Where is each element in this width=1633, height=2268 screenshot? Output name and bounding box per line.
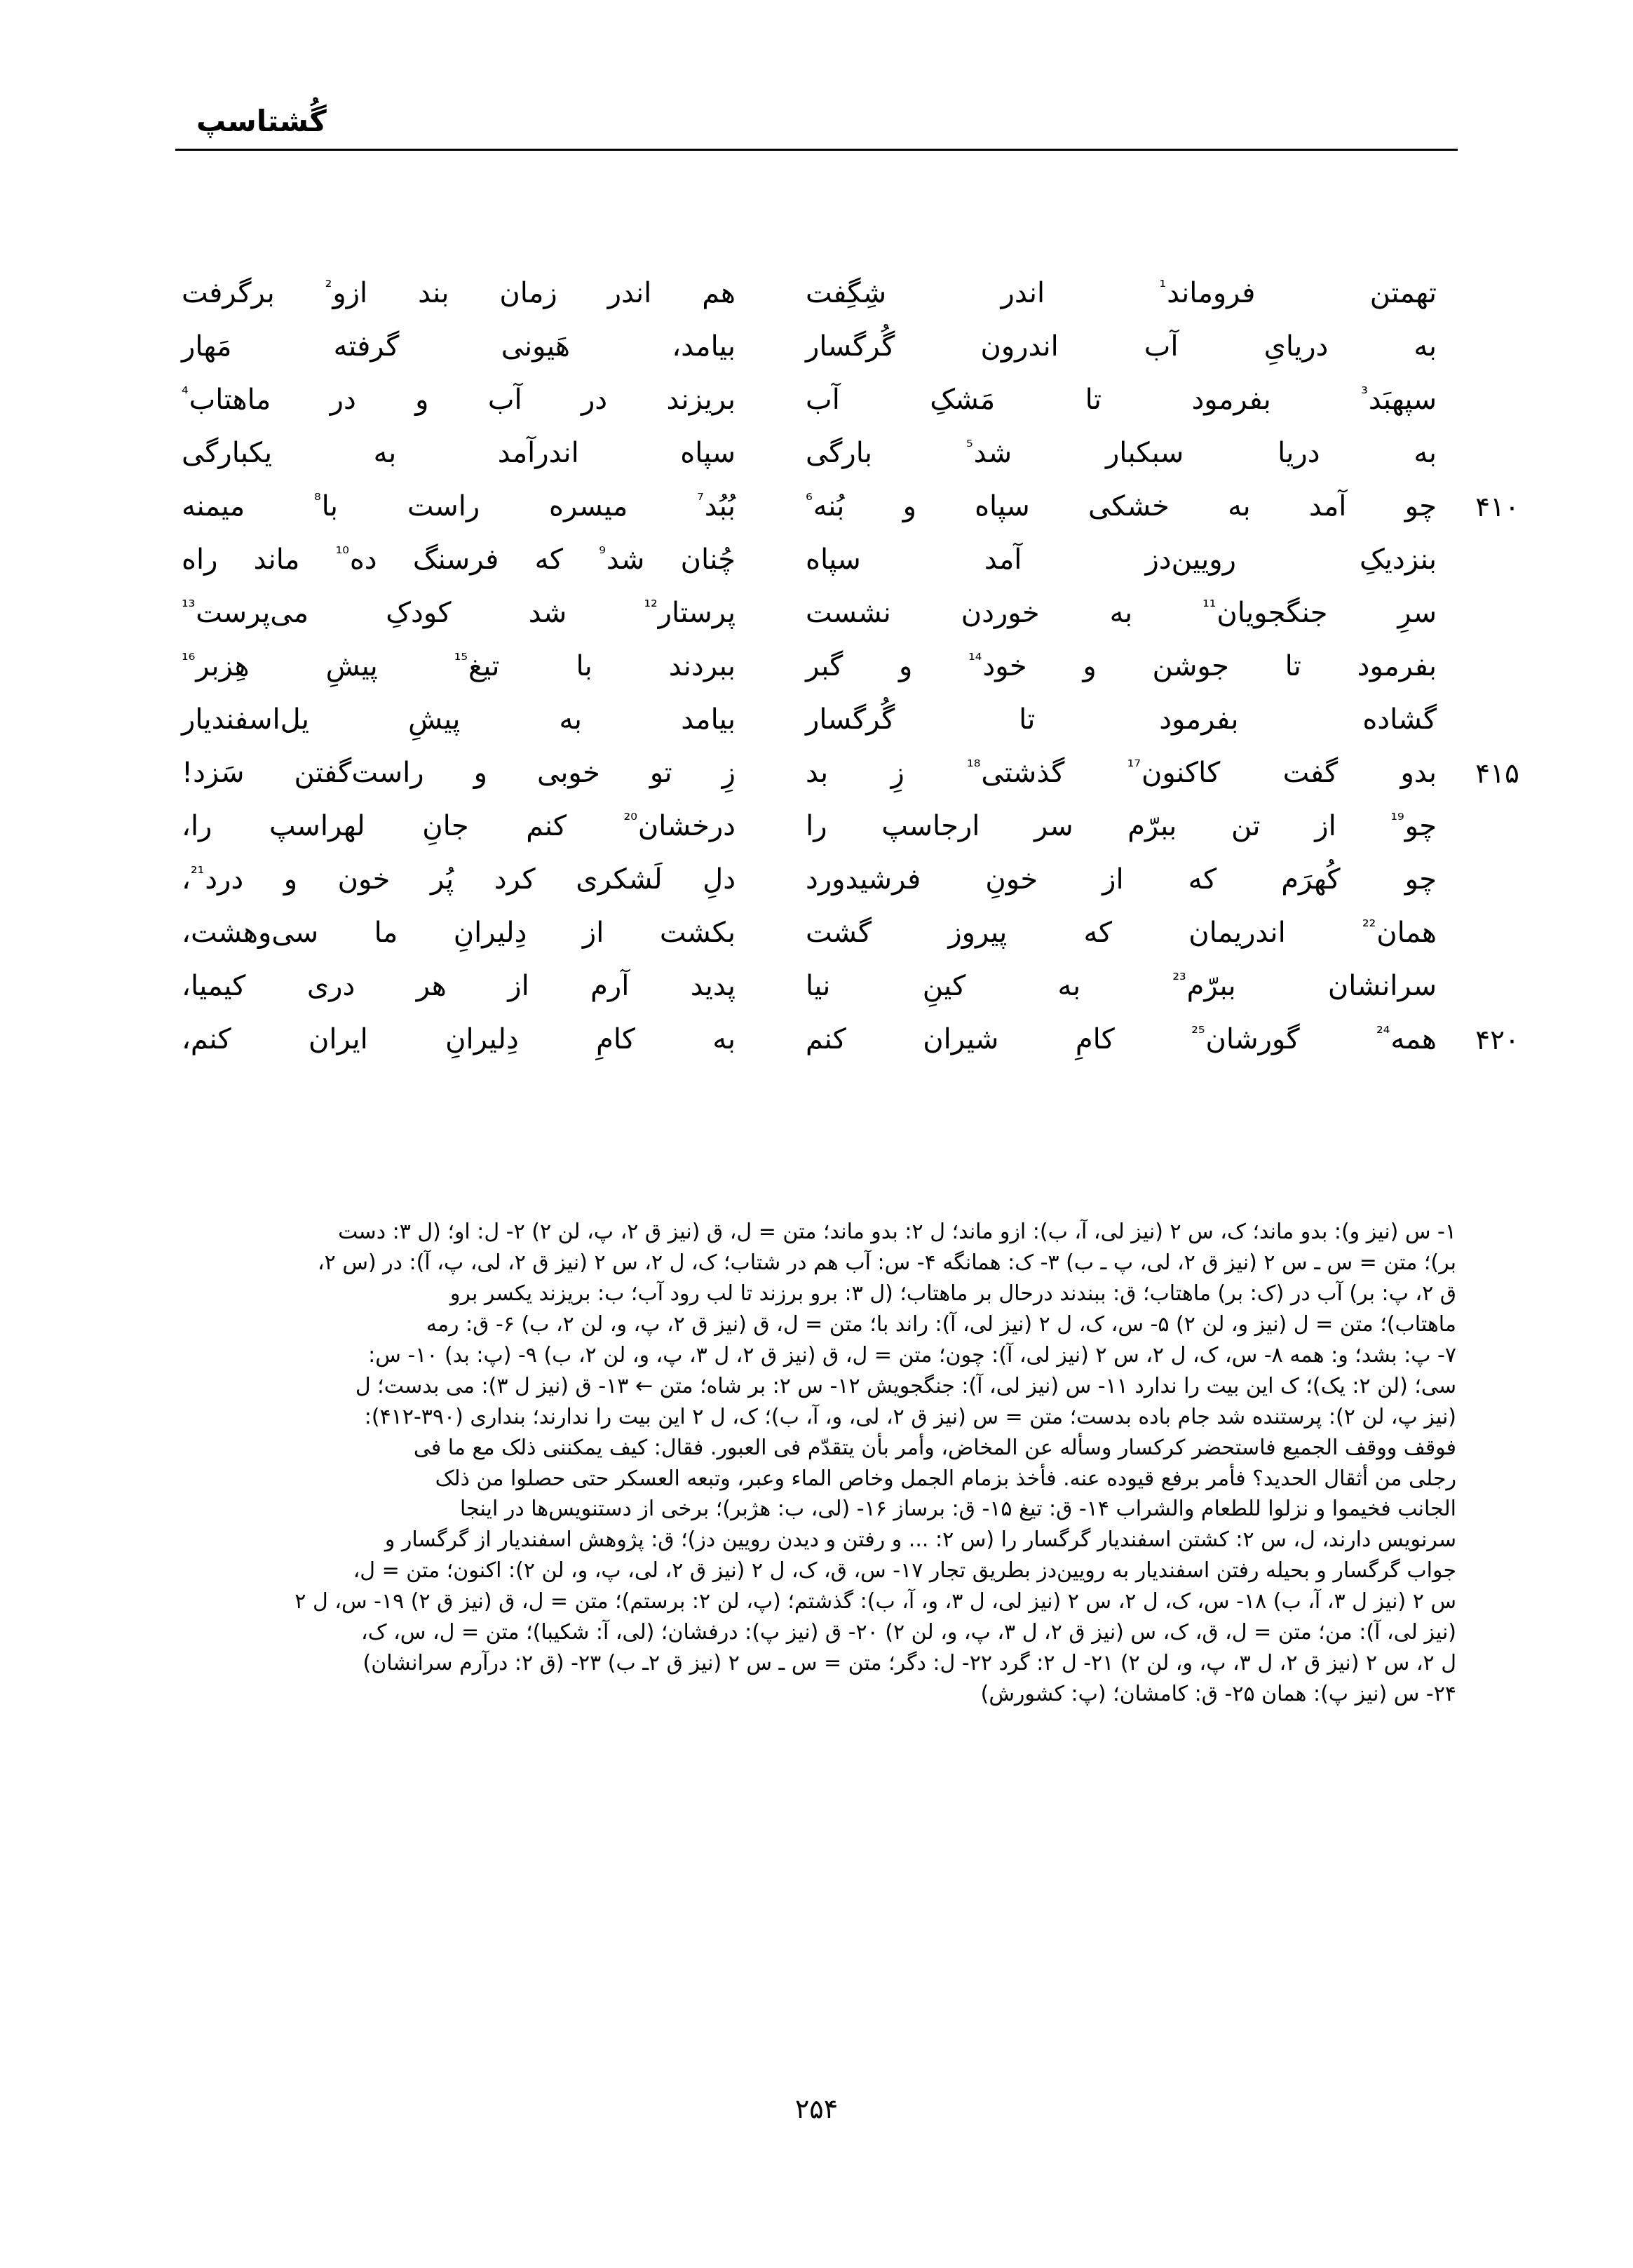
- verse-word: در: [581, 384, 608, 416]
- footnote-marker[interactable]: ¹: [1159, 276, 1167, 297]
- hemistich-left: [182, 810, 736, 843]
- verse-word: ماهتاب$^{^4}$: [182, 383, 271, 416]
- verse-word: می‌پرست$^{^{13}}$: [182, 596, 309, 629]
- verse-word: به: [373, 437, 397, 469]
- verse-word: جانِ: [422, 810, 469, 842]
- verse-word: گورشان$^{^{25}}$: [1191, 1022, 1300, 1055]
- couplet: [175, 277, 1458, 330]
- hemistich-left: [182, 330, 736, 363]
- verse-word: به: [1109, 597, 1133, 629]
- verse-word: لهراسپ: [269, 810, 365, 842]
- verse-number: ۴۱۰: [1475, 492, 1519, 523]
- verse-word: نشست: [806, 597, 891, 629]
- verse-word: پیشِ: [408, 703, 461, 736]
- footnote-marker[interactable]: ¹⁶: [182, 649, 196, 670]
- verse-word: کنم: [526, 810, 567, 842]
- verse-word: سی‌وهشت،: [182, 917, 319, 949]
- verse-word: و: [1083, 650, 1097, 682]
- verse-word: پیروز: [948, 917, 1008, 949]
- verse-word: دلِ: [703, 863, 736, 896]
- verse-word: خونِ: [985, 863, 1038, 896]
- verse-word: سر: [1034, 810, 1073, 842]
- verse-word: تیغ$^{^{15}}$: [454, 649, 500, 682]
- couplet: [175, 756, 1519, 810]
- verse-word: ما: [374, 917, 398, 949]
- verse-word: همه$^{^{24}}$: [1376, 1022, 1437, 1055]
- hemistich-right: [806, 437, 1437, 470]
- verse-word: دِلیرانِ: [445, 1023, 519, 1055]
- verse-word: کودکِ: [386, 597, 452, 629]
- verse-word: سپاه: [680, 437, 736, 469]
- verse-word: میسره: [549, 490, 628, 522]
- verse-word: بدو: [1400, 757, 1437, 789]
- verse-word: خود$^{^{14}}$: [968, 649, 1027, 682]
- verse-word: هَیونی: [501, 330, 570, 363]
- hemistich-left: [182, 970, 736, 1003]
- footnote-marker[interactable]: ⁵: [965, 436, 973, 457]
- hemistich-right: [806, 1022, 1519, 1056]
- verse-word: بفرمود: [1159, 703, 1239, 736]
- verse-word: چُنان: [680, 544, 736, 576]
- hemistich-right: [806, 330, 1437, 363]
- running-head-title: گُشتاسپ: [196, 104, 327, 138]
- verse-word: اندرآمد: [497, 437, 579, 469]
- footnote-marker[interactable]: ¹⁸: [967, 756, 981, 776]
- verse-word: پرستار$^{^{12}}$: [644, 596, 736, 629]
- hemistich-right: [806, 863, 1437, 896]
- verse-word: میمنه: [182, 490, 245, 522]
- verse-word: کُهرَم: [1281, 863, 1341, 896]
- header-rule: [175, 149, 1458, 151]
- verse-word: بکشت: [659, 917, 736, 949]
- verse-word: آب: [806, 384, 840, 416]
- verse-word: بفرمود: [1357, 650, 1437, 682]
- verse-word: از: [1102, 863, 1124, 896]
- hemistich-left: [182, 863, 736, 896]
- verse-word: ارجاسپ: [881, 810, 980, 842]
- couplet: [175, 810, 1458, 863]
- verse-word: مَشکِ: [930, 384, 996, 416]
- verse-word: درخشان$^{^{20}}$: [623, 809, 736, 842]
- verse-word: سپاه: [806, 544, 861, 576]
- verse-word: ده$^{^{10}}$: [335, 543, 377, 576]
- verse-word: هر: [416, 970, 447, 1002]
- verse-word: از: [508, 970, 529, 1002]
- footnote-marker[interactable]: ²³: [1172, 969, 1186, 990]
- footnote-marker[interactable]: ⁷: [697, 490, 704, 510]
- verse-word: گشاده: [1362, 703, 1437, 736]
- footnote-marker[interactable]: ¹⁴: [968, 649, 982, 670]
- footnote-marker[interactable]: ²²: [1362, 916, 1376, 936]
- verse-word: که: [1188, 863, 1217, 896]
- verse-word: فرشیدورد: [806, 863, 921, 896]
- verse-word: تن: [1231, 810, 1261, 842]
- verse-word: از: [1315, 810, 1336, 842]
- critical-apparatus: [177, 1217, 1456, 1710]
- verse-word: درد$^{^{21}}$،: [182, 863, 244, 896]
- verse-word: رویین‌دز: [1145, 544, 1236, 576]
- apparatus-line: الجانب فخیموا و نزلوا للطعام والشراب ۱۴- ق: تیغ ۱۵- ق: برساز ۱۶- (لی، ب: هژبر)؛ برخی از دستنویس‌ها در اینجا: [460, 1497, 1456, 1522]
- couplet: [175, 437, 1458, 490]
- verse-word: تا: [1285, 650, 1301, 682]
- verse-word: در: [330, 384, 356, 416]
- verse-word: بنزدیکِ: [1359, 544, 1437, 576]
- verse-word: گشت: [806, 917, 872, 949]
- verse-word: که: [534, 544, 564, 576]
- couplet: [175, 490, 1519, 544]
- footnote-marker[interactable]: ¹⁹: [1390, 809, 1404, 830]
- verse-word: شیران: [923, 1023, 999, 1055]
- couplet: [175, 917, 1458, 970]
- apparatus-line: (نیز پ، لن ۲): پرستنده شد جام باده بدست؛ متن = س (نیز ق ۲، لی، و، آ، ب)؛ ک، ل ۲ این بیت را ندارند؛ بنداری (۳۹۰-۴۱۲):: [364, 1404, 1456, 1429]
- verse-word: و: [899, 650, 913, 682]
- footnote-marker[interactable]: ⁶: [806, 490, 813, 510]
- verse-word: بیامد: [681, 703, 736, 736]
- footnote-marker[interactable]: ⁴: [182, 383, 189, 403]
- verse-word: و: [902, 490, 916, 522]
- verse-word: کامِ: [1075, 1023, 1115, 1055]
- apparatus-paragraph: [177, 1217, 1456, 1710]
- verse-word: و: [415, 384, 429, 416]
- verse-word: گفت: [1282, 757, 1339, 789]
- folio-number: ۲۵۴: [794, 2093, 839, 2124]
- verse-word: گُرگسار: [806, 330, 895, 363]
- footnote-marker[interactable]: ²¹: [190, 863, 205, 883]
- verse-word: کینِ: [922, 970, 966, 1002]
- verse-word: هم: [702, 277, 736, 309]
- hemistich-left: [182, 917, 736, 950]
- verse-word: چو: [1404, 863, 1437, 896]
- verse-word: یکبارگی: [182, 437, 273, 469]
- verse-word: زِ: [721, 757, 736, 789]
- verse-word: کیمیا،: [182, 970, 246, 1002]
- hemistich-left: [182, 384, 736, 417]
- verse-word: خون: [337, 863, 391, 896]
- footnote-marker[interactable]: ²: [325, 276, 332, 297]
- verse-word: به: [1414, 330, 1437, 363]
- verse-word: به: [1414, 437, 1437, 469]
- couplet: [175, 384, 1458, 437]
- verse-word: گبر: [806, 650, 843, 682]
- verse-word: آرم: [590, 970, 630, 1002]
- verse-word: جوشن: [1152, 650, 1229, 682]
- verse-block: [175, 276, 1519, 1076]
- verse-word: راست: [407, 490, 480, 522]
- hemistich-left: [182, 1023, 736, 1056]
- apparatus-line: ۷- پ: بشد؛ و: همه ۸- س، ک، ل ۲، س ۲ (نیز لی، آ): چون؛ متن = ل، ق (نیز ق ۲، ل ۳، پ، و، لن ۲، ب) ۹- (پ: بد) ۱۰- س:: [368, 1342, 1456, 1368]
- verse-word: بریزند: [666, 384, 736, 416]
- hemistich-left: [182, 597, 736, 630]
- verse-word: بفرمود: [1191, 384, 1271, 416]
- verse-word: کاکنون$^{^{17}}$: [1127, 756, 1221, 789]
- apparatus-line: ق ۲، پ: بر) آب در (ک: بر) ماهتاب؛ ق: ببندند درحال بر ماهتاب؛ (ل ۳: برو برزند تا لب رود آب؛ ب: بریزند یکسر برو: [449, 1281, 1456, 1306]
- verse-number: ۴۲۰: [1475, 1025, 1519, 1056]
- footnote-marker[interactable]: ¹⁷: [1127, 756, 1141, 776]
- verse-word: گذشتی$^{^{18}}$: [967, 756, 1065, 789]
- verse-word: تهمتن: [1369, 277, 1437, 309]
- hemistich-right: [806, 490, 1519, 523]
- hemistich-left: [182, 757, 736, 790]
- footnote-marker[interactable]: ¹⁵: [454, 649, 468, 670]
- footnote-marker[interactable]: ¹¹: [1202, 596, 1217, 616]
- verse-word: ببرّم$^{^{23}}$: [1172, 969, 1236, 1002]
- verse-word: را: [806, 810, 827, 842]
- page-header: [175, 105, 1458, 189]
- verse-word: چو: [1404, 490, 1437, 522]
- verse-word: شد$^{^9}$: [599, 543, 645, 576]
- couplet: [175, 544, 1458, 597]
- verse-number: ۴۱۵: [1475, 758, 1519, 790]
- couplet: [175, 703, 1458, 757]
- apparatus-line: ماهتاب)؛ متن = ل (نیز و، لن ۲) ۵- س، ک، ل ۲ (نیز لی، آ): راند با؛ متن = ل، ق (نیز ق ۲، پ، و، لن ۲، ب) ۶- ق: رمه: [426, 1311, 1456, 1337]
- verse-word: زِ: [890, 757, 904, 789]
- hemistich-left: [182, 437, 736, 470]
- verse-word: با$^{^8}$: [314, 490, 338, 522]
- verse-word: خوبی: [536, 757, 600, 789]
- footnote-marker[interactable]: ¹⁰: [335, 543, 349, 563]
- hemistich-right: [806, 970, 1437, 1003]
- verse-word: را،: [182, 810, 212, 842]
- verse-word: سپاه: [975, 490, 1030, 522]
- verse-word: پیشِ: [325, 650, 378, 682]
- verse-word: آمد: [1308, 490, 1347, 522]
- apparatus-line: ل ۲، س ۲ (نیز ق ۲، ل ۳، پ، و، لن ۲) ۲۱- ل ۲: گرد ۲۲- ل: دگر؛ متن = س ـ س ۲ (نیز ق ۲ـ ب) ۲۳- (ق ۲: درآرم سرانشان): [362, 1651, 1456, 1676]
- verse-word: راه: [182, 544, 218, 576]
- apparatus-line: سرنویس دارند، ل، س ۲: کشتن اسفندیار گرگسار را (س ۲: ... و رفتن و دیدن رویین دز)؛ ق: پژوهش اسفندیار از گرگسار و: [384, 1527, 1456, 1553]
- footnote-marker[interactable]: ²⁰: [623, 809, 637, 830]
- verse-word: بُنه$^{^6}$: [806, 490, 845, 522]
- verse-word: تا: [1019, 703, 1036, 736]
- verse-word: زمان: [499, 277, 557, 309]
- apparatus-line: س ۲ (نیز ل ۳، آ، ب) ۱۸- س، ک، ل ۲، س ۲ (نیز لی، ل ۳، و، آ، ب): گذشتم؛ (پ، لن ۲: برستم)؛ متن = ل، ق (نیز ق ۲) ۱۹- س، ل ۲: [294, 1589, 1456, 1614]
- verse-word: دری: [306, 970, 355, 1002]
- hemistich-left: [182, 544, 736, 576]
- verse-word: اندر: [607, 277, 652, 309]
- verse-word: همان$^{^{22}}$: [1362, 916, 1437, 949]
- apparatus-line: (نیز لی، آ): من؛ متن = ل، ق، ک، س (نیز ق ۲، ل ۳، پ، و، لن ۲) ۲۰- ق (نیز پ): درفشان؛ (لی، آ: شکیبا)؛ متن = ل، س، ک،: [361, 1620, 1456, 1645]
- verse-word: کنم،: [182, 1023, 231, 1055]
- couplet: [175, 863, 1458, 917]
- verse-word: دریایِ: [1263, 330, 1329, 363]
- hemistich-right: [806, 544, 1437, 576]
- footnote-marker[interactable]: ²⁴: [1376, 1022, 1390, 1043]
- footnote-marker[interactable]: ¹³: [182, 596, 196, 616]
- verse-word: اندر: [1001, 277, 1045, 309]
- verse-word: دریا: [1278, 437, 1320, 469]
- verse-word: فرسنگ: [412, 544, 499, 576]
- verse-word: شِگِفت: [806, 277, 887, 309]
- apparatus-line: بر)؛ متن = س ـ س ۲ (نیز ق ۲، لی، پ ـ ب) ۳- ک: همانگه ۴- س: آب هم در شتاب؛ ک، ل ۲، س ۲ (نیز ق ۲، لی، پ، آ): در (س ۲،: [317, 1250, 1456, 1275]
- verse-word: کامِ: [596, 1023, 636, 1055]
- verse-word: برگرفت: [182, 277, 275, 309]
- apparatus-line: فوقف ووقف الجمیع فاستحضر کرکسار وسأله عن المخاض، وأمر بأن یتقدّم فی العبور. فقال: کیف یمکننی ذلک مع ما فی: [413, 1435, 1456, 1460]
- verse-word: آب: [1144, 330, 1179, 363]
- footnote-marker[interactable]: ¹²: [644, 596, 658, 616]
- verse-word: پُر: [430, 863, 454, 896]
- verse-word: خشکی: [1088, 490, 1170, 522]
- verse-word: پدید: [690, 970, 736, 1002]
- couplet: [175, 1022, 1519, 1076]
- verse-word: و: [283, 863, 298, 896]
- couplet: [175, 597, 1458, 650]
- verse-word: سَزد!: [182, 757, 245, 789]
- hemistich-right: [806, 597, 1437, 630]
- hemistich-right: [806, 650, 1437, 683]
- verse-word: کنم: [806, 1023, 846, 1055]
- couplet: [175, 330, 1458, 384]
- verse-word: شد$^{^5}$: [965, 436, 1012, 469]
- verse-word: مَهار: [182, 330, 232, 363]
- verse-word: سبکبار: [1105, 437, 1184, 469]
- hemistich-right: [806, 384, 1437, 417]
- verse-word: بیامد،: [672, 330, 736, 363]
- verse-word: سرانشان: [1327, 970, 1437, 1002]
- verse-word: تا: [1085, 384, 1102, 416]
- verse-word: بند: [418, 277, 449, 309]
- apparatus-line: ۱- س (نیز و): بدو ماند؛ ک، س ۲ (نیز لی، آ، ب): ازو ماند؛ ل ۲: بدو ماند؛ متن = ل، ق (نیز ق ۲، پ، لن ۲) ۲- ل: او؛ (ل ۳: دست: [338, 1220, 1456, 1244]
- verse-word: شد: [528, 597, 567, 629]
- couplet: [175, 970, 1458, 1023]
- footnote-marker[interactable]: ⁹: [599, 543, 606, 563]
- verse-word: و: [473, 757, 487, 789]
- verse-word: ببردند: [668, 650, 736, 682]
- verse-word: ایران: [308, 1023, 368, 1055]
- verse-word: آمد: [984, 544, 1022, 576]
- verse-word: با: [576, 650, 592, 682]
- couplet: [175, 650, 1458, 703]
- hemistich-right: [806, 703, 1437, 736]
- hemistich-right: [806, 917, 1437, 950]
- hemistich-left: [182, 277, 736, 310]
- verse-word: به: [1228, 490, 1251, 522]
- verse-word: خوردن: [961, 597, 1040, 629]
- verse-word: به: [559, 703, 583, 736]
- verse-word: بارگی: [806, 437, 873, 469]
- verse-word: آب: [487, 384, 522, 416]
- verse-word: چو$^{^{19}}$: [1390, 809, 1437, 842]
- hemistich-left: [182, 650, 736, 683]
- apparatus-line: ۲۴- س (نیز پ): همان ۲۵- ق: کامشان؛ (پ: کشورش): [980, 1682, 1456, 1707]
- verse-word: تو: [649, 757, 672, 789]
- verse-word: یل‌اسفندیار: [182, 703, 310, 736]
- verse-word: گُرگسار: [806, 703, 895, 736]
- apparatus-line: رجلی من أثقال الحدید؟ فأمر برفع قیوده عنه. فأخذ بزمام الجمل وخاص الماء وعبر، وتبعه العسکر حتی حصلوا من ذلک: [435, 1466, 1456, 1491]
- verse-word: نیا: [806, 970, 831, 1002]
- verse-word: بُبُد$^{^7}$: [697, 490, 736, 522]
- hemistich-right: [806, 756, 1519, 790]
- verse-word: به: [1057, 970, 1081, 1002]
- verse-word: راست‌گفتن: [294, 757, 424, 789]
- verse-word: هِزبر$^{^{16}}$: [182, 649, 250, 682]
- footnote-marker[interactable]: ²⁵: [1191, 1022, 1205, 1043]
- hemistich-right: [806, 277, 1437, 310]
- verse-word: دِلیرانِ: [453, 917, 527, 949]
- verse-word: ماند: [253, 544, 300, 576]
- footnote-marker[interactable]: ⁸: [314, 490, 321, 510]
- verse-word: فروماند$^{^1}$: [1159, 276, 1256, 309]
- verse-word: لَشکری: [576, 863, 663, 896]
- verse-word: کرد: [494, 863, 536, 896]
- verse-word: گرفته: [333, 330, 400, 363]
- verse-word: سپهبَد$^{^3}$: [1361, 383, 1437, 416]
- hemistich-left: [182, 490, 736, 523]
- verse-word: اندرون: [980, 330, 1059, 363]
- verse-word: اندریمان: [1188, 917, 1286, 949]
- verse-word: از: [582, 917, 604, 949]
- verse-word: سرِ: [1397, 597, 1437, 629]
- verse-word: ببرّم: [1127, 810, 1177, 842]
- apparatus-line: جواب گرگسار و بحیله رفتن اسفندیار به رویین‌دز بطریق تجار ۱۷- س، ق، ک، ل ۲ (نیز ق ۲، لی، پ، و، لن ۲): اکنون؛ متن = ل،: [353, 1558, 1456, 1584]
- footnote-marker[interactable]: ³: [1361, 383, 1368, 403]
- hemistich-left: [182, 703, 736, 736]
- hemistich-right: [806, 810, 1437, 843]
- verse-word: جنگجویان$^{^{11}}$: [1202, 596, 1328, 629]
- verse-word: به: [712, 1023, 736, 1055]
- verse-word: بد: [806, 757, 829, 789]
- apparatus-line: سی؛ (لن ۲: یک)؛ ک این بیت را ندارد ۱۱- س (نیز لی، آ): جنگجویش ۱۲- س ۲: بر شاه؛ متن ← ۱۳- ق (نیز ل ۳): می بدست؛ ل: [355, 1373, 1456, 1398]
- verse-word: ازو$^{^2}$: [325, 276, 368, 309]
- verse-word: که: [1083, 917, 1113, 949]
